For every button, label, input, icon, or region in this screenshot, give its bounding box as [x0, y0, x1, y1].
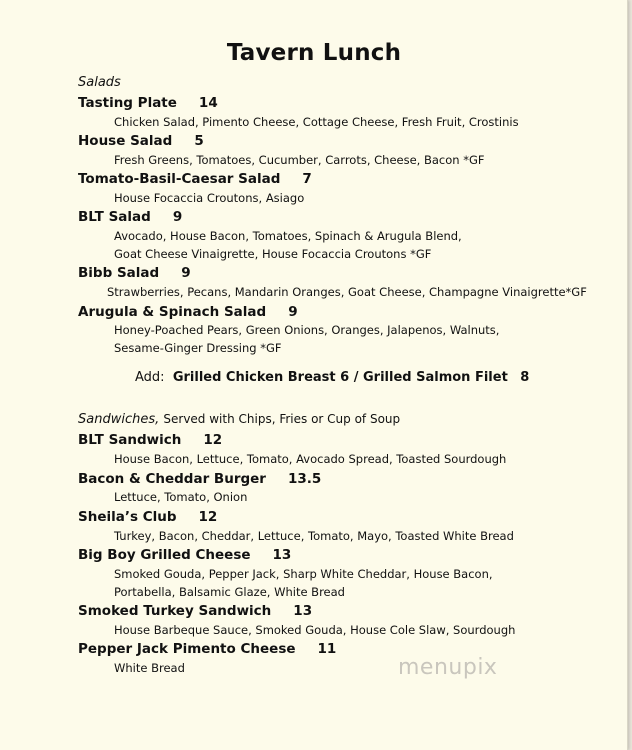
- menu-item-name: [78, 209, 182, 225]
- item-price: 13.5: [287, 471, 322, 487]
- item-description: Smoked Gouda, Pepper Jack, Sharp White Cheddar, House Bacon,: [114, 567, 493, 581]
- item-name: BLT Salad: [78, 209, 151, 225]
- item-name: House Salad: [78, 133, 173, 149]
- item-price: 5: [194, 133, 204, 149]
- item-price: 9: [172, 209, 183, 225]
- menu-item-name: [78, 265, 191, 281]
- menu-item-name: [78, 603, 312, 619]
- menu-item-name: [78, 133, 204, 149]
- item-price: 12: [198, 509, 218, 525]
- menu-item-name: [78, 641, 336, 657]
- item-name: Bacon & Cheddar Burger: [78, 471, 266, 487]
- salads-heading: Salads: [78, 75, 121, 90]
- sandwiches-note: Served with Chips, Fries or Cup of Soup: [163, 412, 401, 426]
- item-description: House Barbeque Sauce, Smoked Gouda, House Cole Slaw, Sourdough: [114, 623, 516, 637]
- item-name: BLT Sandwich: [78, 432, 182, 448]
- item-description: House Focaccia Croutons, Asiago: [114, 191, 305, 205]
- item-description: House Bacon, Lettuce, Tomato, Avocado Spread, Toasted Sourdough: [114, 452, 507, 466]
- item-price: 13: [272, 547, 292, 563]
- item-name: Bibb Salad: [78, 265, 160, 281]
- item-description: Turkey, Bacon, Cheddar, Lettuce, Tomato, Mayo, Toasted White Bread: [114, 529, 514, 543]
- item-description: Fresh Greens, Tomatoes, Cucumber, Carrots, Cheese, Bacon *GF: [114, 153, 485, 167]
- item-description: Portabella, Balsamic Glaze, White Bread: [114, 585, 345, 599]
- sandwiches-title: Sandwiches,: [78, 412, 160, 427]
- addon-line: [135, 370, 529, 385]
- item-price: 9: [288, 304, 298, 320]
- item-price: 12: [203, 432, 223, 448]
- item-name: Big Boy Grilled Cheese: [78, 547, 251, 563]
- addon-price: 8: [520, 370, 530, 385]
- item-price: 11: [317, 641, 337, 657]
- item-name: Sheila’s Club: [78, 509, 177, 525]
- menu-item-name: [78, 304, 298, 320]
- addon-label: Add:: [135, 370, 165, 385]
- menu-item-name: [78, 171, 312, 187]
- menu-title: Tavern Lunch: [226, 40, 402, 66]
- item-description: Goat Cheese Vinaigrette, House Focaccia Croutons *GF: [114, 247, 432, 261]
- item-description: Avocado, House Bacon, Tomatoes, Spinach & Arugula Blend,: [114, 229, 462, 243]
- menupix-watermark: menupix: [398, 655, 498, 680]
- item-name: Arugula & Spinach Salad: [78, 304, 267, 320]
- item-description: Sesame-Ginger Dressing *GF: [114, 341, 282, 355]
- menu-item-name: [78, 547, 291, 563]
- menu-item-name: [78, 509, 217, 525]
- item-description: Honey-Poached Pears, Green Onions, Oranges, Jalapenos, Walnuts,: [114, 323, 500, 337]
- item-description: Chicken Salad, Pimento Cheese, Cottage Cheese, Fresh Fruit, Crostinis: [114, 115, 519, 129]
- item-price: 9: [181, 265, 191, 281]
- sandwiches-heading: [78, 412, 400, 427]
- item-price: 13: [293, 603, 313, 619]
- item-description: Lettuce, Tomato, Onion: [114, 490, 248, 504]
- menu-item-name: [78, 471, 321, 487]
- menu-item-name: [78, 432, 222, 448]
- addon-text: Grilled Chicken Breast 6 / Grilled Salmon Filet: [172, 370, 508, 385]
- item-price: 7: [302, 171, 312, 187]
- menu-item-name: [78, 95, 218, 111]
- item-name: Tasting Plate: [78, 95, 177, 111]
- item-name: Tomato-Basil-Caesar Salad: [78, 171, 281, 187]
- item-description: White Bread: [114, 661, 185, 675]
- item-name: Pepper Jack Pimento Cheese: [78, 641, 296, 657]
- item-description: Strawberries, Pecans, Mandarin Oranges, Goat Cheese, Champagne Vinaigrette*GF: [107, 285, 587, 299]
- item-price: 14: [198, 95, 218, 111]
- item-name: Smoked Turkey Sandwich: [78, 603, 272, 619]
